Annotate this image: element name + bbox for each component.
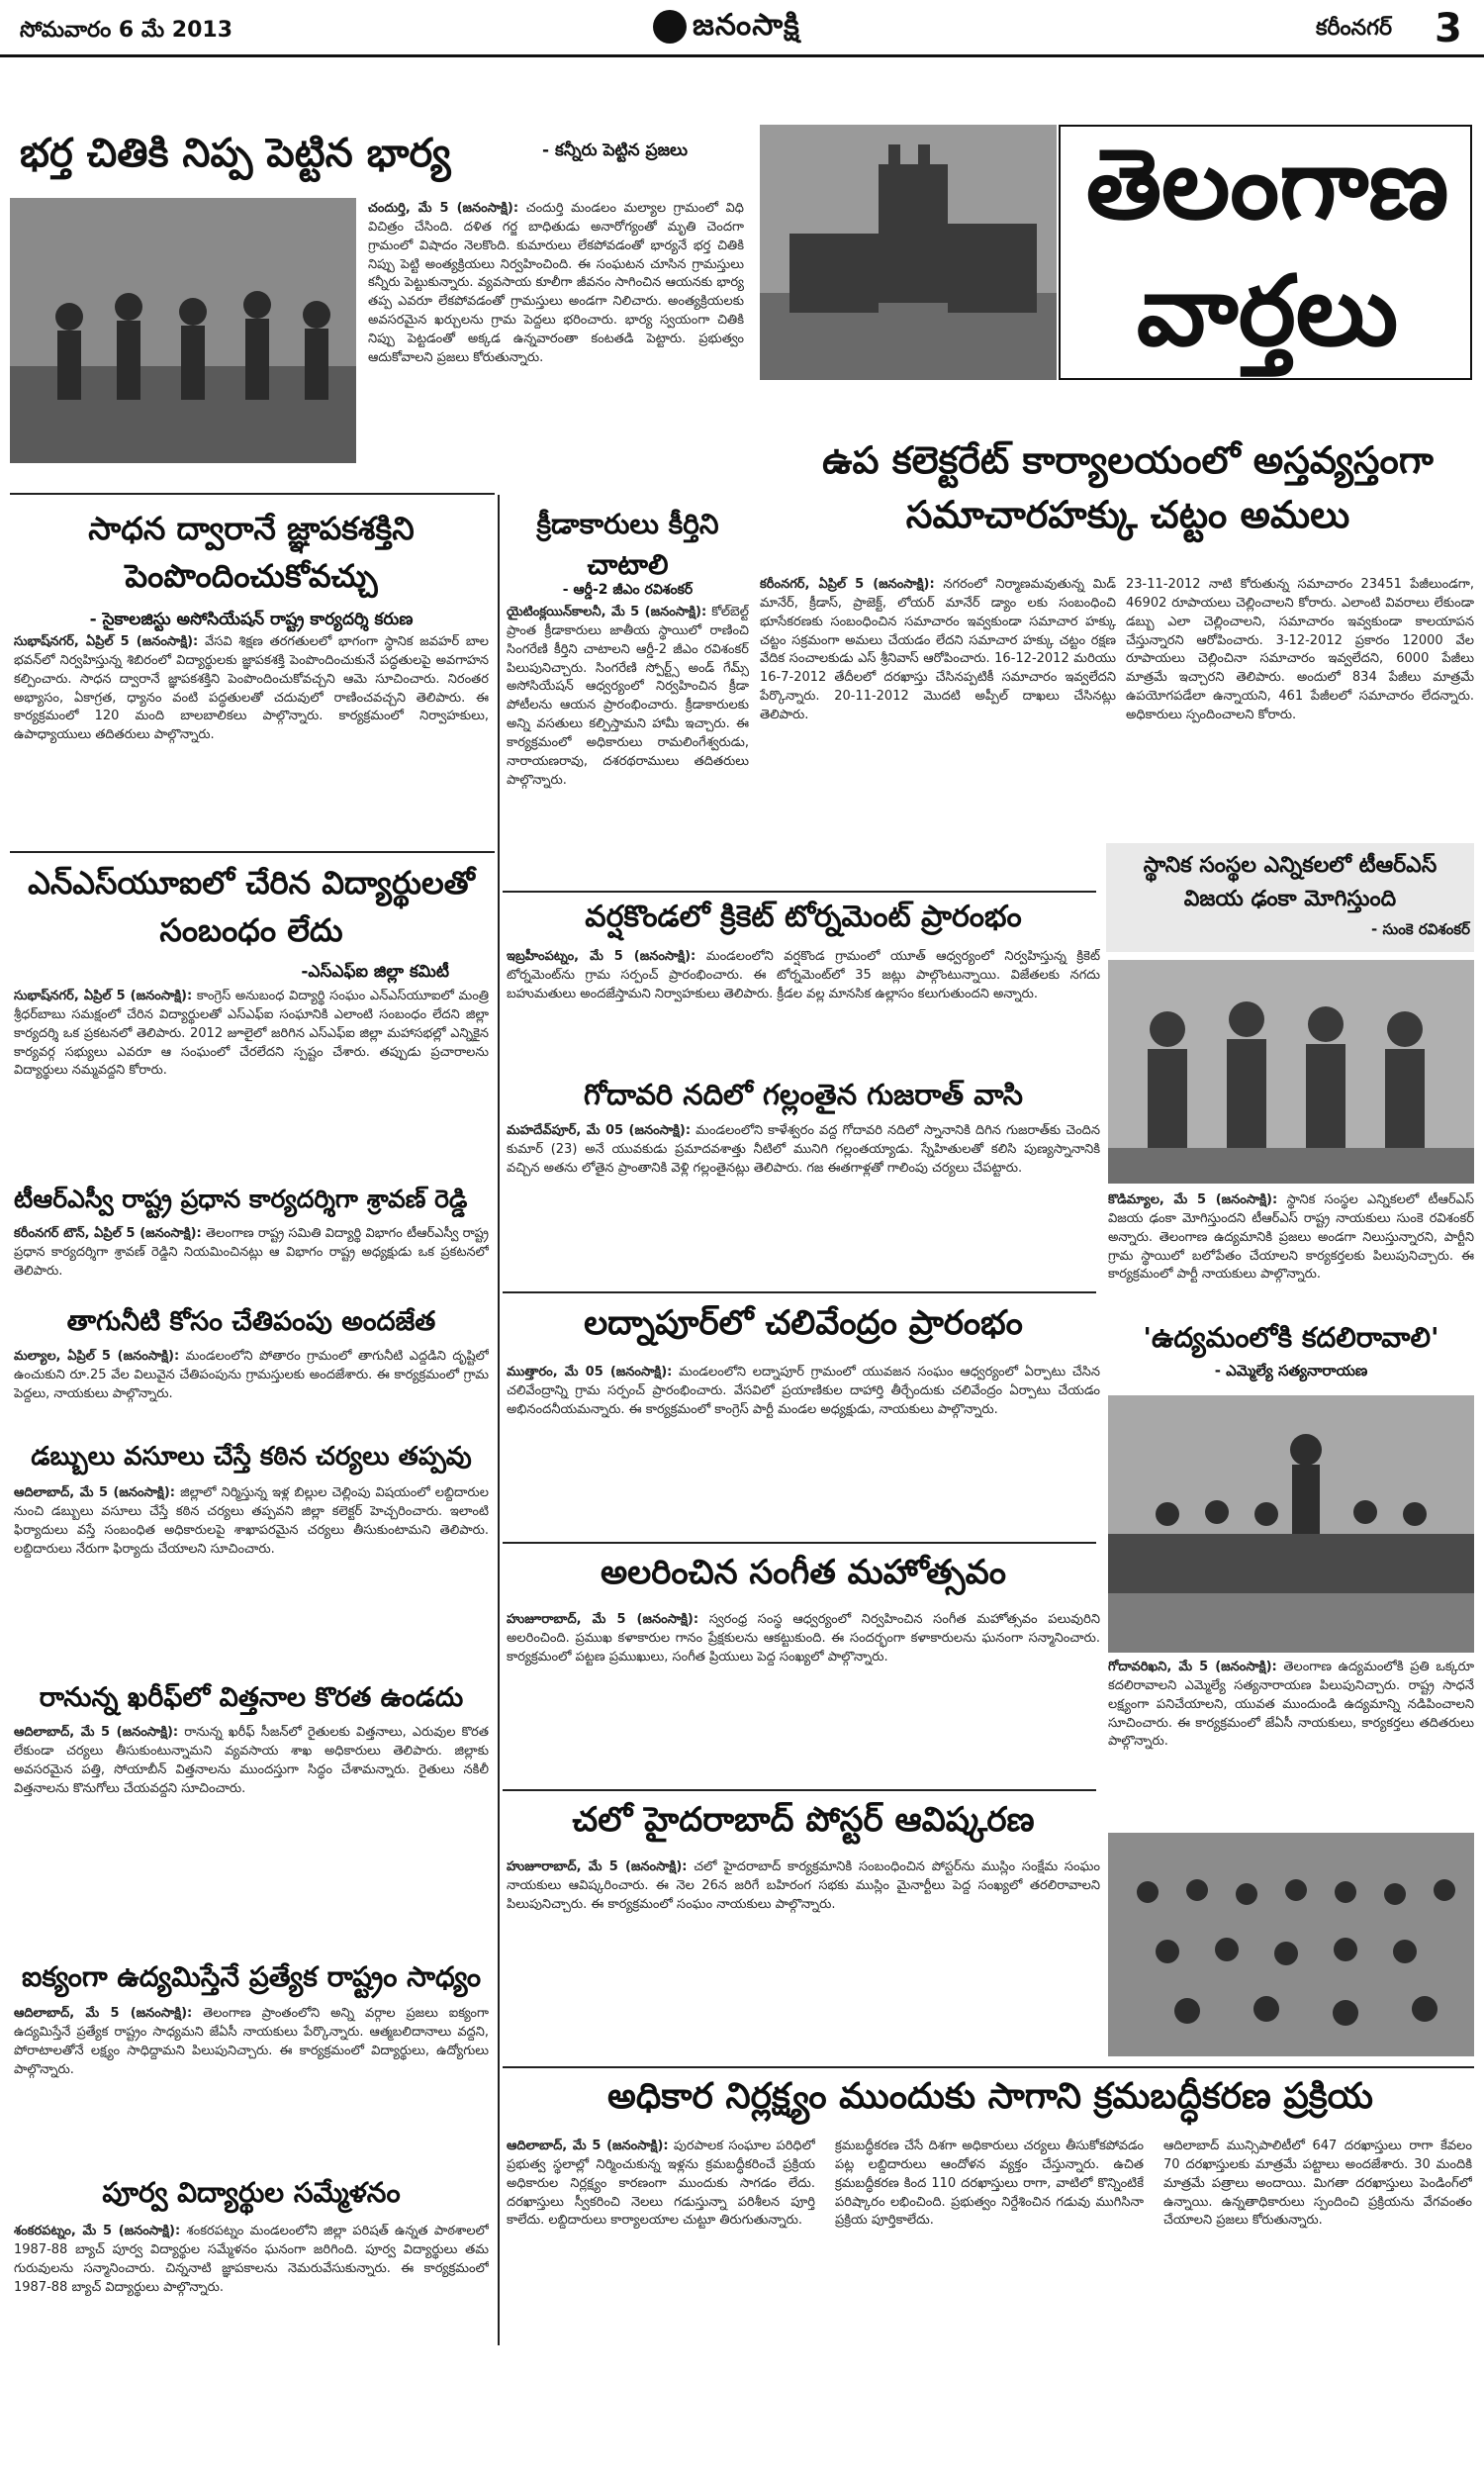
rule	[503, 1542, 1096, 1544]
s3-body	[14, 633, 489, 846]
s19-body-col3: ఆదిలాబాద్ మున్సిపాలిటీలో 647 దరఖాస్తులు రాగా కేవలం 70 దరఖాస్తులకు మాత్రమే పట్టాలు అందజేశారు. 30 మందికి మాత్రమే పత్రాలు అందాయి. మిగతా దరఖాస్తులు పెండింగ్‌లో ఉన్నాయి. ఉన్నతాధికారులు స్పందించి ప్రక్రియను వేగవంతం చేయాలని ప్రజలు కోరుతున్నారు.	[1163, 2139, 1472, 2229]
s3-dateline: సుభాష్‌నగర్, ఏప్రిల్ 5 (జనంసాక్షి):	[14, 634, 199, 649]
s11-body	[14, 2223, 489, 2464]
s1-dateline: చందుర్తి, మే 5 (జనంసాక్షి):	[368, 201, 519, 216]
newspaper-logo	[653, 8, 800, 49]
s5-dateline: సుభాష్‌నగర్, ఏప్రిల్ 5 (జనంసాక్షి):	[14, 989, 193, 1003]
s16-body	[507, 1858, 1100, 2056]
s1-photo	[10, 198, 356, 463]
s2-body-col1	[760, 576, 1116, 831]
s17-photo	[1108, 960, 1474, 1184]
s1-text: చందుర్తి మండలం మల్యాల గ్రామంలో విధి విచిత్రం చేసింది. దళిత గర్జ బాధితుడు అనారోగ్యంతో మృతి చెందగా గ్రామంలో విషాదం నెలకొంది. కుమారులు లేకపోవడంతో భార్యనే భర్త చితికి నిప్పు పెట్టి అంత్యక్రియలు నిర్వహించింది. ఈ సంఘటన చూసిన గ్రామస్తులు కన్నీరు పెట్టుకున్నారు. వ్యవసాయ కూలీగా జీవనం సాగించిన ఆయనకు భార్య తప్ప ఎవరూ లేకపోవడంతో గ్రామస్తులు అండగా నిలిచారు. అంత్యక్రియలకు అవసరమైన ఖర్చులను గ్రామ పెద్దలు భరించారు. భార్య స్వయంగా చితికి నిప్పు పెట్టడంతో అక్కడ ఉన్నవారంతా కంటతడి పెట్టారు. ప్రభుత్వం ఆదుకోవాలని ప్రజలు కోరుతున్నారు.	[368, 201, 744, 365]
s13-headline: గోదావరి నదిలో గల్లంతైన గుజరాత్ వాసి	[583, 1078, 1024, 1111]
s12-dateline: ఇబ్రహీంపట్నం, మే 5 (జనంసాక్షి):	[507, 949, 696, 964]
rule	[503, 1291, 1096, 1293]
s15-text: స్వరంధ్ర సంస్థ ఆధ్వర్యంలో నిర్వహించిన సంగీత మహోత్సవం పలువురిని అలరించింది. ప్రముఖ కళాకారుల గానం ప్రేక్షకులను ఆకట్టుకుంది. ఈ సందర్భంగా కళాకారులను ఘనంగా సన్మానించారు. కార్యక్రమంలో పట్టణ ప్రముఖులు, సంగీత ప్రియులు పెద్ద సంఖ్యలో పాల్గొన్నారు.	[507, 1612, 1100, 1665]
s13-body	[507, 1122, 1100, 1283]
s19-text1: పురపాలక సంఘాల పరిధిలో ప్రభుత్వ స్థలాల్లో నిర్మించుకున్న ఇళ్లను క్రమబద్ధీకరించే ప్రక్రియ అధికారుల నిర్లక్ష్యం కారణంగా ముందుకు సాగడం లేదు. దరఖాస్తులు స్వీకరించి నెలలు గడుస్తున్నా పరిశీలన పూర్తి కాలేదు. లబ్దిదారులు కార్యాలయాల చుట్టూ తిరుగుతున్నారు.	[507, 2139, 815, 2229]
banner-title-line2: వార్తలు	[1136, 255, 1399, 368]
s8-headline: డబ్బులు వసూలు చేస్తే కఠిన చర్యలు తప్పవు	[31, 1442, 472, 1472]
s11-dateline: శంకరపట్నం, మే 5 (జనంసాక్షి):	[14, 2224, 181, 2238]
page-number: 3	[1435, 6, 1462, 51]
s6-dateline: కరీంనగర్ టౌన్, ఏప్రిల్ 5 (జనంసాక్షి):	[14, 1226, 202, 1241]
s10-dateline: ఆదిలాబాద్, మే 5 (జనంసాక్షి):	[14, 2006, 193, 2021]
s8-text: జిల్లాలో నిర్మిస్తున్న ఇళ్ల బిల్లుల చెల్లింపు విషయంలో లబ్దిదారుల నుంచి డబ్బులు వసూలు చేస్తే కఠిన చర్యలు తప్పవని జిల్లా కలెక్టర్ హెచ్చరించారు. ఇలాంటి ఫిర్యాదులు వస్తే సంబంధిత అధికారులపై శాఖాపరమైన చర్యలు తీసుకుంటామని తెలిపారు. లబ్దిదారులు నేరుగా ఫిర్యాదు చేయాలని సూచించారు.	[14, 1485, 489, 1557]
s19-headline: అధికార నిర్లక్ష్యం ముందుకు సాగాని క్రమబద్ధీకరణ ప్రక్రియ	[607, 2076, 1373, 2117]
s18-dateline: గోదావరిఖని, మే 5 (జనంసాక్షి):	[1108, 1660, 1277, 1674]
s8-dateline: ఆదిలాబాద్, మే 5 (జనంసాక్షి):	[14, 1485, 175, 1500]
s9-body	[14, 1724, 489, 1951]
s3-headline: సాధన ద్వారానే జ్ఞాపకశక్తిని పెంపొందించుకోవచ్చు	[88, 510, 415, 595]
s4-dateline: యైటింక్లయిన్‌కాలనీ, మే 5 (జనంసాక్షి):	[507, 605, 707, 619]
s17-kicker: - సుంకె రవిశంకర్	[1371, 920, 1470, 938]
s2-headline: ఉప కలెక్టరేట్ కార్యాలయంలో అస్తవ్యస్తంగా సమాచారహక్కు చట్టం అమలు	[822, 438, 1434, 537]
s1-body	[368, 200, 744, 467]
district-name: కరీంనగర్	[1316, 16, 1393, 41]
logo-text: జనంసాక్షి	[693, 8, 800, 43]
rule	[503, 1789, 1096, 1791]
s18-photo-2	[1108, 1833, 1474, 2056]
s13-text: మండలంలోని కాళేశ్వరం వద్ద గోదావరి నదిలో స్నానానికి దిగిన గుజరాత్‌కు చెందిన కుమార్ (23) అనే యువకుడు ప్రమాదవశాత్తు నీటిలో మునిగి గల్లంతయ్యాడు. స్నేహితులతో కలిసి పుణ్యస్నానానికి వచ్చిన అతను లోతైన ప్రాంతానికి వెళ్లి గల్లంతైనట్లు తెలిపారు. గజ ఈతగాళ్లతో గాలింపు చర్యలు చేపట్టారు.	[507, 1123, 1100, 1176]
s5-body	[14, 988, 489, 1176]
s11-text: శంకరపట్నం మండలంలోని జిల్లా పరిషత్ ఉన్నత పాఠశాలలో 1987-88 బ్యాచ్ పూర్వ విద్యార్థుల సమ్మేళనం ఘనంగా జరిగింది. పూర్వ విద్యార్థులు తమ గురువులను సన్మానించారు. చిన్ననాటి జ్ఞాపకాలను నెమరువేసుకున్నారు. ఈ కార్యక్రమంలో 1987-88 బ్యాచ్ విద్యార్థులు పాల్గొన్నారు.	[14, 2224, 489, 2295]
s18-photo-1	[1108, 1395, 1474, 1653]
s2-body-col2: 23-11-2012 నాటి కోరుతున్న సమాచారం 23451 పేజీలుండగా, 46902 రూపాయలు చెల్లించాలని కోరారు. ఎలాంటి వివరాలు లేకుండా డబ్బు ఎలా చెల్లించాలని, సమాచారం ఇవ్వకుండా కాలయాపన చేస్తున్నారని ఆరోపించారు. 3-12-2012 ప్రకారం 12000 వేల రూపాయలు చెల్లించినా సమాచారం ఇవ్వలేదని, 6000 పేజీలు మాత్రమే ఇచ్చారని తెలిపారు. అందులో 834 పేజీలు మాత్రమే ఉపయోగపడేలా ఉన్నాయని, 461 పేజీలలో సమాచారం లేదన్నారు. అధికారులు స్పందించాలని కోరారు.	[1126, 577, 1474, 722]
s9-headline: రానున్న ఖరీఫ్‌లో విత్తనాల కొరత ఉండదు	[39, 1682, 464, 1713]
s2-text1: నగరంలో నిర్మాణమవుతున్న మిడ్ మానేర్, క్రీడాస్, ప్రాజెక్ట్, లోయర్ మానేర్ డ్యాం లకు సంబంధించి భూసేకరణకు సంబంధించిన సమాచారం ఇవ్వకుండా సమాచార హక్కు చట్టం సక్రమంగా అమలు చేయడం లేదని సమాచార హక్కు చట్టం రక్షణ వేదిక సంచాలకుడు ఎస్ శ్రీనివాస్ ఆరోపించారు. 16-12-2012 మరియు 16-7-2012 తేదీలలో దరఖాస్తు చేసినప్పటికీ సమాచారం ఇవ్వలేదని పేర్కొన్నారు. 20-11-2012 మొదటి అప్పీల్ దాఖలు చేసినట్లు తెలిపారు.	[760, 577, 1116, 722]
s4-body	[507, 604, 749, 863]
s4-kicker: - ఆర్డీ-2 జీఎం రవిశంకర్	[562, 582, 694, 598]
s15-headline: అలరించిన సంగీత మహోత్సవం	[600, 1553, 1007, 1592]
s17-headline: స్థానిక సంస్థల ఎన్నికలలో టీఆర్ఎస్ విజయ ఢంకా మోగిస్తుంది	[1143, 853, 1438, 912]
s17-text: స్థానిక సంస్థల ఎన్నికలలో టీఆర్ఎస్ విజయ ఢంకా మోగిస్తుందని టీఆర్ఎస్ రాష్ట్ర నాయకులు సుంకె రవిశంకర్ అన్నారు. తెలంగాణ ఉద్యమానికి ప్రజలు అండగా నిలుస్తున్నారని, పార్టీని గ్రామ స్థాయిలో బలోపేతం చేయాలని కార్యకర్తలకు పిలుపునిచ్చారు. ఈ కార్యక్రమంలో పార్టీ నాయకులు పాల్గొన్నారు.	[1108, 1192, 1474, 1283]
s12-headline: వర్షకొండలో క్రికెట్ టోర్నమెంట్ ప్రారంభం	[585, 900, 1022, 934]
s9-dateline: ఆదిలాబాద్, మే 5 (జనంసాక్షి):	[14, 1725, 179, 1740]
s18-kicker: - ఎమ్మెల్యే సత్యనారాయణ	[1214, 1362, 1368, 1380]
s16-headline: చలో హైదరాబాద్ పోస్టర్ ఆవిష్కరణ	[572, 1800, 1035, 1840]
s7-dateline: మల్యాల, ఏప్రిల్ 5 (జనంసాక్షి):	[14, 1349, 180, 1364]
s18-body	[1108, 1659, 1474, 1827]
s15-dateline: హుజూరాబాద్, మే 5 (జనంసాక్షి):	[507, 1612, 699, 1627]
s18-headline: 'ఉద్యమంలోకి కదలిరావాలి'	[1143, 1321, 1439, 1354]
s14-text: మండలంలోని లద్నాపూర్ గ్రామంలో యువజన సంఘం ఆధ్వర్యంలో ఏర్పాటు చేసిన చలివేంద్రాన్ని గ్రామ సర్పంచ్ ప్రారంభించారు. వేసవిలో ప్రయాణికుల దాహార్తి తీర్చేందుకు చలివేంద్రం ఏర్పాటు చేయడం అభినందనీయమన్నారు. ఈ కార్యక్రమంలో కాంగ్రెస్ పార్టీ మండల అధ్యక్షుడు, నాయకులు పాల్గొన్నారు.	[507, 1365, 1100, 1417]
s4-text: కోల్‌బెల్ట్ ప్రాంత క్రీడాకారులు జాతీయ స్థాయిలో రాణించి సింగరేణి కీర్తిని చాటాలని ఆర్డీ-2 జీఎం రవిశంకర్ పిలుపునిచ్చారు. సింగరేణి స్పోర్ట్స్ అండ్ గేమ్స్ అసోసియేషన్ ఆధ్వర్యంలో నిర్వహించిన క్రీడా పోటీలను ఆయన ప్రారంభించారు. క్రీడాకారులకు అన్ని వసతులు కల్పిస్తామని హామీ ఇచ్చారు. ఈ కార్యక్రమంలో అధికారులు రామలింగేశ్వరుడు, నారాయణరావు, దశరథరాములు తదితరులు పాల్గొన్నారు.	[507, 605, 749, 788]
banner-photo-fort	[760, 125, 1057, 380]
rule	[503, 891, 1096, 893]
s7-headline: తాగునీటి కోసం చేతిపంపు అందజేత	[66, 1306, 436, 1337]
s12-text: మండలంలోని వర్షకొండ గ్రామంలో యూత్ ఆధ్వర్యంలో నిర్వహిస్తున్న క్రికెట్ టోర్నమెంట్‌ను గ్రామ సర్పంచ్ ప్రారంభించారు. ఈ టోర్నమెంట్‌లో 35 జట్లు పాల్గొంటున్నాయి. విజేతలకు నగదు బహుమతులు అందజేస్తామని నిర్వాహకులు తెలిపారు. క్రీడల వల్ల మానసిక ఉల్లాసం కలుగుతుందని అన్నారు.	[507, 949, 1100, 1001]
rule	[10, 493, 495, 495]
s5-text: కాంగ్రెస్ అనుబంధ విద్యార్థి సంఘం ఎన్ఎస్‌యూఐలో మంత్రి శ్రీధర్‌బాబు సమక్షంలో చేరిన విద్యార్థులతో ఎస్ఎఫ్ఐ సంఘానికి ఎలాంటి సంబంధం లేదని జిల్లా కార్యదర్శి ఒక ప్రకటనలో తెలిపారు. 2012 జూలైలో జరిగిన ఎస్ఎఫ్ఐ జిల్లా మహాసభల్లో ఎన్నికైన కార్యవర్గ సభ్యులు ఎవరూ ఆ సంఘంలో చేరలేదని స్పష్టం చేశారు. తప్పుడు ప్రచారాలను విద్యార్థులు నమ్మవద్దని కోరారు.	[14, 989, 489, 1079]
s7-body	[14, 1348, 489, 1435]
s3-kicker: - సైకాలజిస్టు అసోసియేషన్ రాష్ట్ర కార్యదర్శి కరుణ	[89, 610, 414, 629]
s16-dateline: హుజూరాబాద్, మే 5 (జనంసాక్షి):	[507, 1859, 688, 1874]
s15-body	[507, 1611, 1100, 1781]
s6-headline: టీఆర్ఎస్వీ రాష్ట్ర ప్రధాన కార్యదర్శిగా శ్రావణ్ రెడ్డి	[14, 1185, 468, 1213]
s9-text: రానున్న ఖరీఫ్ సీజన్‌లో రైతులకు విత్తనాలు, ఎరువుల కొరత లేకుండా చర్యలు తీసుకుంటున్నామని వ్యవసాయ శాఖ అధికారులు తెలిపారు. జిల్లాకు అవసరమైన పత్తి, సోయాబీన్ విత్తనాలను ముందస్తుగా సిద్ధం చేశామన్నారు. రైతులు నకిలీ విత్తనాలను కొనుగోలు చేయవద్దని సూచించారు.	[14, 1725, 489, 1796]
rule	[10, 851, 495, 853]
s17-body	[1108, 1191, 1474, 1320]
s7-text: మండలంలోని పోతారం గ్రామంలో తాగునీటి ఎద్దడిని దృష్టిలో ఉంచుకుని రూ.25 వేల విలువైన చేతిపంపును గ్రామస్తులకు అందజేశారు. ఈ కార్యక్రమంలో గ్రామ పెద్దలు, నాయకులు పాల్గొన్నారు.	[14, 1349, 489, 1401]
s19-dateline: ఆదిలాబాద్, మే 5 (జనంసాక్షి):	[507, 2139, 669, 2153]
s10-text: తెలంగాణ ప్రాంతంలోని అన్ని వర్గాల ప్రజలు ఐక్యంగా ఉద్యమిస్తేనే ప్రత్యేక రాష్ట్రం సాధ్యమని జేఏసీ నాయకులు పేర్కొన్నారు. ఆత్మబలిదానాలు వద్దని, పోరాటాలతోనే లక్ష్యం సాధిద్దామని పిలుపునిచ్చారు. ఈ కార్యక్రమంలో విద్యార్థులు, ఉద్యోగులు పాల్గొన్నారు.	[14, 2006, 489, 2077]
s1-headline: భర్త చితికి నిప్ప పెట్టిన భార్య	[20, 131, 451, 176]
s19-body-col2: క్రమబద్ధీకరణ చేసే దిశగా అధికారులు చర్యలు తీసుకోకపోవడం పట్ల లబ్దిదారులు ఆందోళన వ్యక్తం చేస్తున్నారు. ఉచిత క్రమబద్ధీకరణ కింద 110 దరఖాస్తులు రాగా, వాటిలో కొన్నింటికే పరిష్కారం లభించింది. ప్రభుత్వం నిర్దేశించిన గడువు ముగిసినా ప్రక్రియ పూర్తికాలేదు.	[835, 2139, 1144, 2229]
s3-text: వేసవి శిక్షణ తరగతులలో భాగంగా స్థానిక జవహర్ బాల భవన్‌లో నిర్వహిస్తున్న శిబిరంలో విద్యార్థులకు జ్ఞాపకశక్తి పెంపొందించుకునే పద్ధతులపై అవగాహన కల్పించారు. సాధన ద్వారానే జ్ఞాపకశక్తిని పెంపొందించుకోవచ్చని ఆమె సూచించారు. నిరంతర అభ్యాసం, ఏకాగ్రత, ధ్యానం వంటి పద్ధతులతో చదువులో రాణించవచ్చని తెలిపారు. ఈ కార్యక్రమంలో 120 మంది బాలబాలికలు పాల్గొన్నారు. కార్యక్రమంలో నిర్వాహకులు, ఉపాధ్యాయులు తదితరులు పాల్గొన్నారు.	[14, 634, 489, 743]
s5-kicker: -ఎస్ఎఫ్ఐ జిల్లా కమిటీ	[301, 962, 449, 982]
s17-dateline: కొడిమ్యాల, మే 5 (జనంసాక్షి):	[1108, 1192, 1278, 1207]
rule	[503, 2066, 1474, 2068]
s14-dateline: ముత్తారం, మే 05 (జనంసాక్షి):	[507, 1365, 673, 1380]
s4-headline: క్రీడాకారులు కీర్తిని చాటాలి	[536, 508, 719, 581]
banner-title-line1: తెలంగాణ	[1085, 129, 1449, 241]
s2-dateline: కరీంనగర్, ఏప్రిల్ 5 (జనంసాక్షి):	[760, 577, 935, 592]
s13-dateline: మహదేవ్‌పూర్, మే 05 (జనంసాక్షి):	[507, 1123, 692, 1138]
s12-body	[507, 948, 1100, 1067]
s10-headline: ఐక్యంగా ఉద్యమిస్తేనే ప్రత్యేక రాష్ట్రం సాధ్యం	[21, 1960, 482, 1993]
issue-date: సోమవారం 6 మే 2013	[20, 18, 233, 43]
s19-body-col1	[507, 2138, 815, 2464]
s6-body	[14, 1225, 489, 1298]
s14-headline: లద్నాపూర్‌లో చలివేంద్రం ప్రారంభం	[584, 1303, 1023, 1343]
s1-kicker: - కన్నీరు పెట్టిన ప్రజలు	[542, 141, 688, 160]
s10-body	[14, 2005, 489, 2165]
s18-text: తెలంగాణ ఉద్యమంలోకి ప్రతి ఒక్కరూ కదలిరావాలని ఎమ్మెల్యే సత్యనారాయణ పిలుపునిచ్చారు. రాష్ట్ర సాధనే లక్ష్యంగా పనిచేయాలని, యువత ముందుండి ఉద్యమాన్ని నడిపించాలని సూచించారు. ఈ కార్యక్రమంలో జేఏసీ నాయకులు, కార్యకర్తలు తదితరులు పాల్గొన్నారు.	[1108, 1660, 1474, 1750]
s6-text: తెలంగాణ రాష్ట్ర సమితి విద్యార్థి విభాగం టీఆర్ఎస్వీ రాష్ట్ర ప్రధాన కార్యదర్శిగా శ్రావణ్ రెడ్డిని నియమించినట్లు ఆ విభాగం రాష్ట్ర అధ్యక్షుడు ఒక ప్రకటనలో తెలిపారు.	[14, 1226, 489, 1279]
s8-body	[14, 1484, 489, 1674]
s14-body	[507, 1364, 1100, 1532]
column-divider	[498, 495, 500, 2345]
s5-headline: ఎన్ఎస్‌యూఐలో చేరిన విద్యార్థులతో సంబంధం లేదు	[28, 864, 475, 949]
logo-icon	[653, 10, 687, 44]
s16-text: చలో హైదరాబాద్ కార్యక్రమానికి సంబంధించిన పోస్టర్‌ను ముస్లిం సంక్షేమ సంఘం నాయకులు ఆవిష్కరించారు. ఈ నెల 26న జరిగే బహిరంగ సభకు ముస్లిం మైనార్టీలు పెద్ద సంఖ్యలో తరలిరావాలని పిలుపునిచ్చారు. ఈ కార్యక్రమంలో సంఘం నాయకులు పాల్గొన్నారు.	[507, 1859, 1100, 1912]
s11-headline: పూర్వ విద్యార్థుల సమ్మేళనం	[102, 2176, 401, 2209]
